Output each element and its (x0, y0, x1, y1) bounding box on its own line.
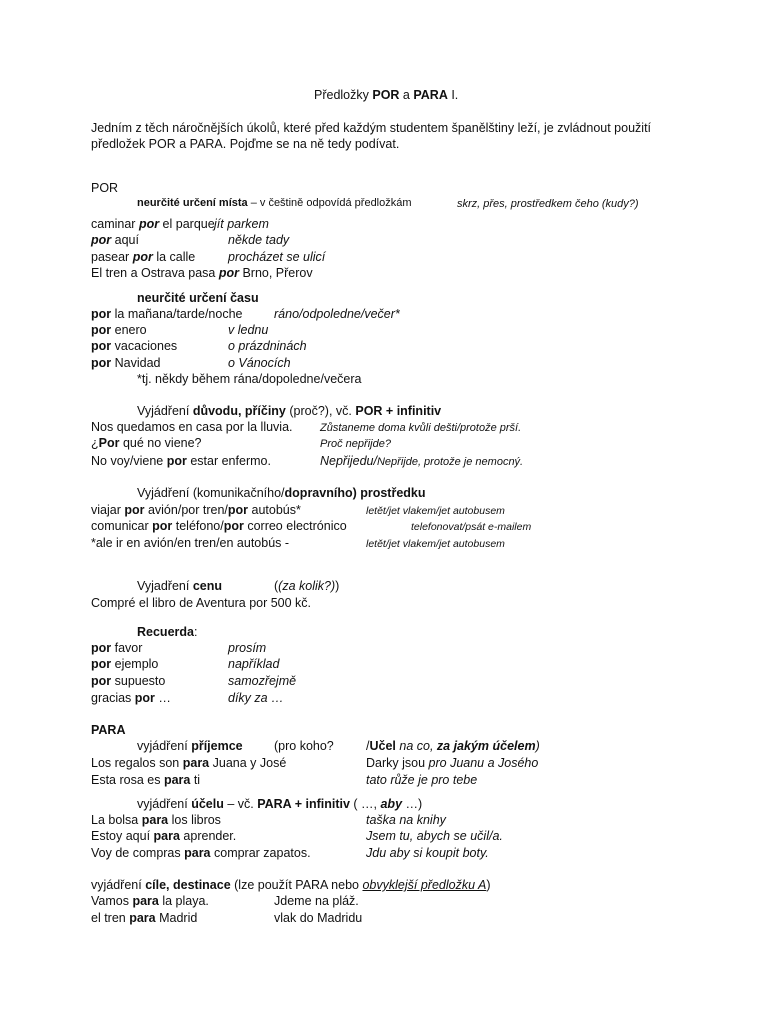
example-row: ¿Por qué no viene? (91, 436, 202, 450)
example-translation: Nepřijedu/Nepřijde, protože je nemocný. (320, 454, 524, 468)
example-translation: například (228, 657, 280, 671)
means-heading: Vyjádření (komunikačního/dopravního) prostředku (137, 486, 426, 500)
example-row: El tren a Ostrava pasa por Brno, Přerov (91, 266, 313, 280)
example-translation: samozřejmě (228, 674, 297, 688)
example-row: por favor (91, 641, 143, 655)
section-heading-por: POR (91, 181, 119, 195)
example-translation: jít parkem (214, 217, 269, 231)
example-translation: prosím (228, 641, 267, 655)
example-row: Nos quedamos en casa por la lluvia. (91, 420, 293, 434)
example-translation: Zůstaneme doma kvůli dešti/protože prší. (320, 422, 522, 434)
example-row: Esta rosa es para ti (91, 773, 201, 787)
recuerda-heading: Recuerda: (137, 625, 198, 639)
example-row: por ejemplo (91, 657, 159, 671)
example-translation: letět/jet vlakem/jet autobusem (366, 538, 505, 550)
example-row: gracias por … (91, 691, 171, 705)
example-row: La bolsa para los libros (91, 813, 221, 827)
section-heading-para: PARA (91, 723, 126, 737)
example-translation: taška na knihy (366, 813, 446, 827)
example-row: comunicar por teléfono/por correo electrónico (91, 519, 347, 533)
example-row: Compré el libro de Aventura por 500 kč. (91, 596, 312, 610)
example-translation: procházet se ulicí (228, 250, 326, 264)
purpose-heading: vyjádření účelu – vč. PARA + infinitiv ( …, aby …) (137, 797, 423, 811)
example-translation: Proč nepřijde? (320, 438, 391, 450)
example-translation: v lednu (228, 323, 269, 337)
example-row: por supuesto (91, 674, 166, 688)
example-row: No voy/viene por estar enfermo. (91, 454, 271, 468)
price-heading: Vyjadření cenu (137, 579, 223, 593)
example-translation: Jdu aby si koupit boty. (366, 846, 489, 860)
destination-heading: vyjádření cíle, destinace (lze použít PARA nebo obvyklejší předložku A) (91, 878, 491, 892)
reason-heading: Vyjádření důvodu, příčiny (proč?), vč. POR + infinitiv (137, 404, 442, 418)
recipient-question: (pro koho? (274, 739, 334, 753)
example-row: Voy de compras para comprar zapatos. (91, 846, 311, 860)
example-row: *ale ir en avión/en tren/en autobús - (91, 536, 290, 550)
example-translation: vlak do Madridu (274, 911, 363, 925)
recipient-heading: vyjádření příjemce (137, 739, 243, 753)
example-translation: telefonovat/psát e-mailem (411, 521, 532, 533)
example-row: por Navidad (91, 356, 161, 370)
purpose-heading-alt: /Učel na co, za jakým účelem) (366, 739, 540, 753)
example-row: viajar por avión/por tren/por autobús* (91, 503, 301, 517)
time-heading: neurčité určení času (137, 291, 259, 305)
example-row: por enero (91, 323, 147, 337)
example-translation: letět/jet vlakem/jet autobusem (366, 505, 505, 517)
example-row: por la mañana/tarde/noche (91, 307, 243, 321)
place-heading: neurčité určení místa – v češtině odpovídá předložkám (137, 197, 412, 209)
example-row: caminar por el parque (91, 217, 215, 231)
example-row: Vamos para la playa. (91, 894, 209, 908)
example-translation: někde tady (228, 233, 290, 247)
example-translation: ráno/odpoledne/večer* (274, 307, 400, 321)
example-row: Estoy aquí para aprender. (91, 829, 237, 843)
example-row: pasear por la calle (91, 250, 196, 264)
example-translation: Jsem tu, abych se učil/a. (366, 829, 503, 843)
example-translation: tato růže je pro tebe (366, 773, 478, 787)
example-row: Los regalos son para Juana y José (91, 756, 287, 770)
place-heading-italic: skrz, přes, prostředkem čeho (kudy?) (457, 198, 639, 210)
intro-line-2: předložek POR a PARA. Pojďme se na ně tedy podívat. (91, 137, 400, 151)
example-translation: o prázdninách (228, 339, 307, 353)
example-row: por vacaciones (91, 339, 178, 353)
page-title: Předložky POR a PARA I. (314, 88, 459, 102)
example-translation: o Vánocích (228, 356, 291, 370)
time-note: *tj. někdy během rána/dopoledne/večera (137, 372, 362, 386)
example-translation: díky za … (228, 691, 284, 705)
example-row: el tren para Madrid (91, 911, 198, 925)
price-question: ((za kolik?)) (274, 579, 340, 593)
intro-line-1: Jedním z těch náročnějších úkolů, které před každým studentem španělštiny leží, je zvládnout použití (91, 121, 652, 135)
example-translation: Jdeme na pláž. (274, 894, 359, 908)
example-translation: Darky jsou pro Juanu a Josého (366, 756, 539, 770)
example-row: por aquí (91, 233, 139, 247)
